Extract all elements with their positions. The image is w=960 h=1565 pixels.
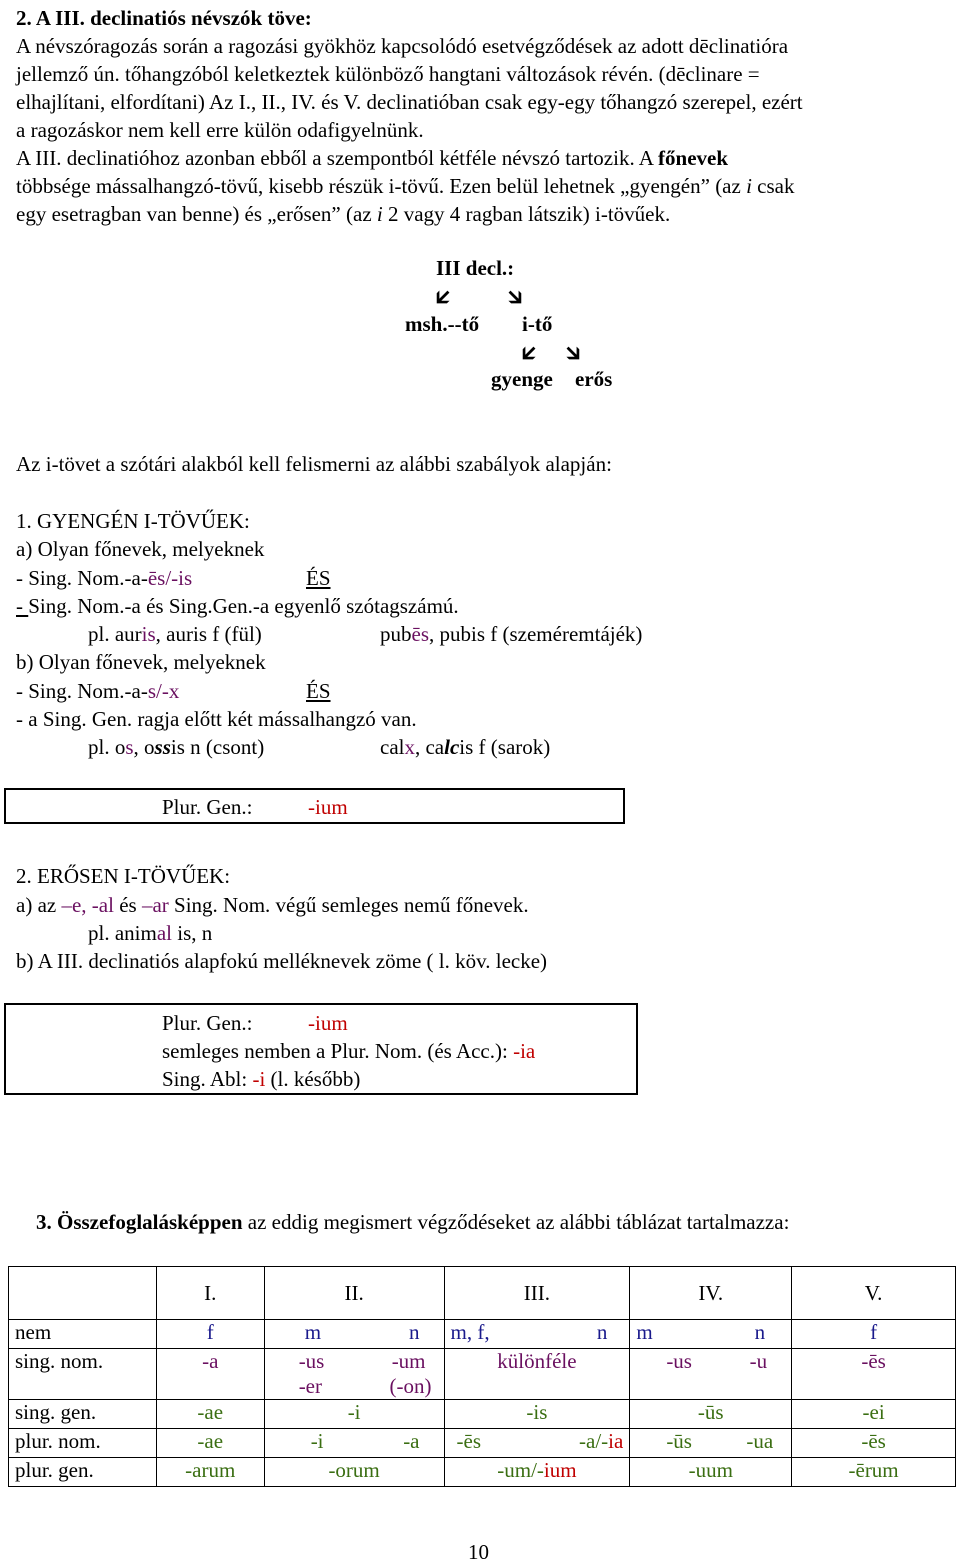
row-label-sing-nom: sing. nom. [9,1349,157,1400]
sing-nom-I: -a [156,1349,264,1400]
strong-box-l1-ending: -ium [308,1011,348,1035]
intro-line-5 [16,146,728,171]
weak-b-rule-2: - a Sing. Gen. ragja előtt két mássalhangzó van. [16,707,417,731]
strong-a-mid: és [113,893,142,917]
col-header-3: III. [444,1267,630,1320]
sing-nom-III: különféle [444,1349,630,1400]
gender-II-n: n [409,1320,420,1344]
weak-example-2 [380,622,642,647]
plur-nom-III-ia: ia [608,1429,624,1453]
intro-line-6-text: többsége mássalhangzó-tövű, kisebb részük i-tövű. Ezen belül lehetnek „gyengén” (az [16,174,747,198]
summary-heading [36,1210,789,1235]
ex2-ending: ēs [411,622,429,646]
gender-V: f [792,1320,956,1349]
strong-box-l3-ending: -i [252,1067,266,1091]
weak-a-rule-2 [16,594,459,619]
weak-b-rule-1 [16,679,179,704]
sing-gen-I: -ae [156,1400,264,1429]
sing-nom-II-on: (-on) [389,1374,432,1398]
sing-gen-III: -is [444,1400,630,1429]
sing-nom-II-us: -us [298,1349,325,1373]
plur-nom-II [264,1429,444,1458]
strong-ex-post: is, n [171,921,213,945]
table-row-sing-nom [9,1349,956,1400]
plur-gen-III [444,1458,630,1487]
weak-b1-ending: s/-x [147,679,180,703]
table-corner-cell [9,1267,157,1320]
gender-II [264,1320,444,1349]
strong-a-ar: –ar [141,893,169,917]
strong-box-l3-label: Sing. Abl: [162,1067,253,1091]
table-row-plur-gen [9,1458,956,1487]
gender-IV [630,1320,792,1349]
intro-line-2: jellemző ún. tőhangzóból keletkeztek különböző hangtani változások révén. (dēclinare = [16,62,760,86]
plur-nom-IV [630,1429,792,1458]
ex1-ending: is [141,622,156,646]
sing-nom-IV-us: -us [666,1349,692,1373]
intro-line-6 [16,174,795,199]
arrow-down-left-icon: 🡯 [436,285,450,310]
strong-ex-pre: pl. anim [88,921,157,945]
tree-i-stem: i-tő [522,312,553,336]
strong-a-endings: –e, -al [61,893,114,917]
col-header-5: V. [792,1267,956,1320]
strong-box-l2-label: semleges nemben a Plur. Nom. (és Acc.): [162,1039,514,1063]
table-row-sing-gen [9,1400,956,1429]
strong-summary-box [4,1003,638,1095]
tree-strong: erős [575,367,613,391]
col-header-4: IV. [630,1267,792,1320]
strong-box-line-3 [162,1067,360,1092]
ex1-post: , auris f (fül) [155,622,262,646]
sing-nom-IV [630,1349,792,1400]
plur-nom-V: -ēs [792,1429,956,1458]
intro-line-7 [16,202,670,227]
gender-I: f [156,1320,264,1349]
plur-nom-III-aia [579,1429,623,1454]
weak-a2-dash: - [16,594,29,618]
weak-a-es: ÉS [306,566,331,590]
ex4-mid: , ca [414,735,445,759]
weak-example-4 [380,735,550,760]
weak-example-1 [88,622,262,647]
plur-gen-III-ium: ium [543,1458,577,1482]
strong-b: b) A III. declinatiós alapfokú melléknevek zöme ( l. köv. lecke) [16,949,548,973]
section-heading: 2. A III. declinatiós névszók töve: [16,6,312,30]
plur-nom-II-i: -i [310,1429,324,1453]
gender-III-mf: m, f, [450,1320,490,1344]
ex3-pre: pl. o [88,735,126,759]
table-header-row [9,1267,956,1320]
plur-nom-III-es: -ēs [456,1429,482,1453]
plur-nom-I: -ae [156,1429,264,1458]
weak-a1-ending: ēs/-is [147,566,193,590]
weak-a-title: a) Olyan főnevek, melyeknek [16,537,265,561]
strong-title: 2. ERŐSEN I-TÖVŰEK: [16,864,231,888]
strong-box-l1-label: Plur. Gen.: [162,1011,253,1035]
ex3-s: s [125,735,134,759]
strong-a-pre: a) az [16,893,62,917]
rule-intro: Az i-tövet a szótári alakból kell felismerni az alábbi szabályok alapján: [16,452,612,476]
intro-italic-i-2: i [376,202,383,226]
table-row-gender [9,1320,956,1349]
sing-gen-IV: -ūs [630,1400,792,1429]
weak-b1-text: - Sing. Nom.-a- [16,679,148,703]
ex1-pre: pl. aur [88,622,142,646]
intro-line-1: A névszóragozás során a ragozási gyökhöz kapcsolódó esetvégződések az adott dēclinatióra [16,34,789,58]
ex4-lc: lc [444,735,460,759]
summary-heading-bold: 3. Összefoglalásképpen [36,1210,243,1234]
strong-a-post: Sing. Nom. végű semleges nemű főnevek. [168,893,529,917]
intro-line-3: elhajlítani, elfordítani) Az I., II., IV. és V. declinatióban csak egy-egy tőhangzó szerepel, ezért [16,90,803,114]
plur-gen-III-um: -um/- [497,1458,544,1482]
sing-nom-II-er: -er [298,1374,322,1398]
plur-gen-II: -orum [264,1458,444,1487]
sing-nom-V: -ēs [792,1349,956,1400]
arrow-down-right-icon: 🡮 [508,285,522,310]
plur-nom-IV-ua: -ua [746,1429,774,1453]
ex4-pre: cal [380,735,405,759]
weak-box-ending: -ium [308,795,348,819]
intro-line-7-text: egy esetragban van benne) és „erősen” (az [16,202,377,226]
intro-bold-fonevek: főnevek [658,146,729,170]
gender-II-m: m [304,1320,322,1344]
sing-gen-II: -i [264,1400,444,1429]
weak-b-title: b) Olyan főnevek, melyeknek [16,650,266,674]
weak-plur-gen-box [4,788,625,824]
arrow-down-right-icon-2: 🡮 [566,341,580,366]
gender-III [444,1320,630,1349]
ex4-x: x [404,735,415,759]
row-label-sing-gen: sing. gen. [9,1400,157,1429]
gender-III-n: n [596,1320,608,1344]
tree-weak: gyenge [491,367,553,391]
intro-italic-i: i [746,174,752,198]
plur-gen-I: -arum [156,1458,264,1487]
weak-a1-text: - Sing. Nom.-a- [16,566,148,590]
col-header-1: I. [156,1267,264,1320]
ex2-post: , pubis f (szeméremtájék) [429,622,643,646]
sing-nom-II-um: -um [391,1349,426,1373]
strong-box-l2-ending: -ia [513,1039,536,1063]
arrow-down-left-icon-2: 🡯 [522,341,536,366]
table-row-plur-nom [9,1429,956,1458]
ex3-mid: , o [133,735,155,759]
tree-root: III decl.: [436,256,515,280]
weak-box-label: Plur. Gen.: [162,795,253,819]
strong-box-line-2 [162,1039,535,1064]
plur-nom-III [444,1429,630,1458]
weak-title: 1. GYENGÉN I-TÖVŰEK: [16,509,250,533]
row-label-plur-gen: plur. gen. [9,1458,157,1487]
summary-heading-rest: az eddig megismert végződéseket az alábbi táblázat tartalmazza: [242,1210,790,1234]
ex4-post: is f (sarok) [459,735,551,759]
sing-gen-V: -ei [792,1400,956,1429]
weak-example-3 [88,735,264,760]
row-label-plur-nom: plur. nom. [9,1429,157,1458]
sing-nom-IV-u: -u [749,1349,768,1373]
sing-nom-II [264,1349,444,1400]
ex3-ss: ss [154,735,171,759]
ex2-pre: pub [380,622,412,646]
intro-line-6-end: csak [751,174,795,198]
ex3-post: is n (csont) [170,735,265,759]
tree-consonant-stem: msh.--tő [405,312,480,336]
plur-nom-IV-us: -ūs [666,1429,692,1453]
plur-nom-II-a: -a [403,1429,420,1453]
strong-ex-al: al [156,921,172,945]
strong-a [16,893,529,918]
strong-box-l3-post: (l. később) [265,1067,361,1091]
intro-line-4: a ragozáskor nem kell erre külön odafigyelnünk. [16,118,424,142]
strong-box-line-1 [162,1011,252,1036]
weak-a-rule-1 [16,566,192,591]
strong-example [88,921,212,946]
page-number: 10 [468,1540,489,1564]
weak-a2-text: Sing. Nom.-a és Sing.Gen.-a egyenlő szótagszámú. [28,594,459,618]
col-header-2: II. [264,1267,444,1320]
row-label-gender: nem [9,1320,157,1349]
weak-b-es: ÉS [306,679,331,703]
intro-line-7-end: 2 vagy 4 ragban látszik) i-tövűek. [382,202,671,226]
plur-gen-IV: -uum [630,1458,792,1487]
declension-table [8,1266,956,1487]
gender-IV-n: n [754,1320,766,1344]
gender-IV-m: m [636,1320,653,1344]
plur-nom-III-a: -a/- [579,1429,609,1453]
plur-gen-V: -ērum [792,1458,956,1487]
intro-line-5-text: A III. declinatióhoz azonban ebből a szempontból kétféle névszó tartozik. A [16,146,659,170]
